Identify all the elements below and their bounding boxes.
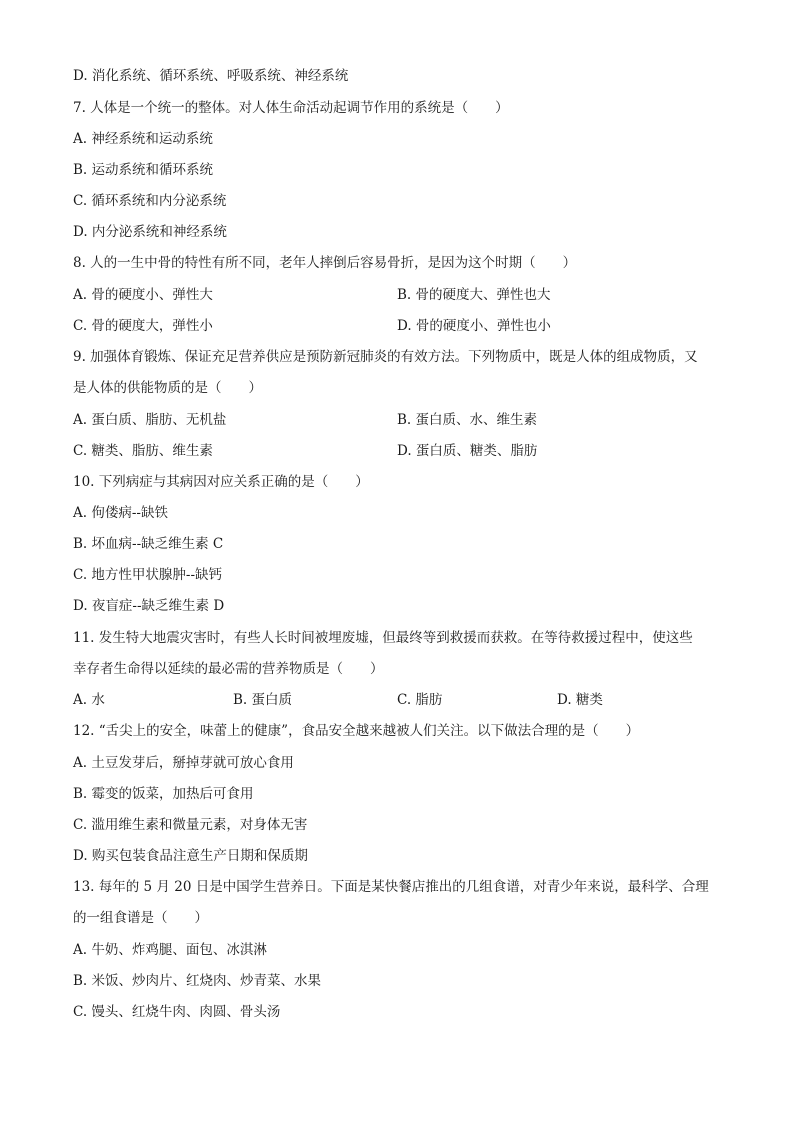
q7-option-c: C. 循环系统和内分泌系统: [73, 193, 227, 209]
q10-option-d: D. 夜盲症--缺乏维生素 D: [73, 598, 225, 614]
q11-option-a: A. 水: [73, 692, 105, 708]
q12-option-c: C. 滥用维生素和微量元素，对身体无害: [73, 817, 308, 833]
q8-option-c: C. 骨的硬度大，弹性小: [73, 318, 213, 334]
q8-option-d: D. 骨的硬度小、弹性也小: [397, 318, 551, 334]
question-7-stem: 7. 人体是一个统一的整体。对人体生命活动起调节作用的系统是（ ）: [73, 100, 509, 116]
q6-option-d: D. 消化系统、循环系统、呼吸系统、神经系统: [73, 68, 349, 84]
question-10-stem: 10. 下列病症与其病因对应关系正确的是（ ）: [73, 474, 369, 490]
q11-option-c: C. 脂肪: [397, 692, 443, 708]
q9-option-b: B. 蛋白质、水、维生素: [397, 412, 538, 428]
q8-option-b: B. 骨的硬度大、弹性也大: [397, 287, 551, 303]
question-9-stem-line1: 9. 加强体育锻炼、保证充足营养供应是预防新冠肺炎的有效方法。下列物质中，既是人体的组成物质，又: [73, 349, 698, 365]
q13-option-a: A. 牛奶、炸鸡腿、面包、冰淇淋: [73, 942, 267, 958]
q9-option-a: A. 蛋白质、脂肪、无机盐: [73, 412, 227, 428]
q8-option-a: A. 骨的硬度小、弹性大: [73, 287, 213, 303]
q10-option-b: B. 坏血病--缺乏维生素 C: [73, 536, 224, 552]
q11-option-d: D. 糖类: [557, 692, 603, 708]
q9-option-c: C. 糖类、脂肪、维生素: [73, 443, 213, 459]
q10-option-a: A. 佝偻病--缺铁: [73, 505, 168, 521]
q10-option-c: C. 地方性甲状腺肿--缺钙: [73, 567, 223, 583]
q11-option-b: B. 蛋白质: [233, 692, 293, 708]
q9-option-d: D. 蛋白质、糖类、脂肪: [397, 443, 538, 459]
question-12-stem: 12. “舌尖上的安全，味蕾上的健康”，食品安全越来越被人们关注。以下做法合理的是（ ）: [73, 723, 640, 739]
question-8-stem: 8. 人的一生中骨的特性有所不同，老年人摔倒后容易骨折，是因为这个时期（ ）: [73, 255, 577, 271]
q12-option-b: B. 霉变的饭菜，加热后可食用: [73, 786, 254, 802]
question-9-stem-line2: 是人体的供能物质的是（ ）: [73, 380, 262, 396]
question-11-stem-line2: 幸存者生命得以延续的最必需的营养物质是（ ）: [73, 661, 384, 677]
q13-option-b: B. 米饭、炒肉片、红烧肉、炒青菜、水果: [73, 973, 322, 989]
q13-option-c: C. 馒头、红烧牛肉、肉圆、骨头汤: [73, 1004, 281, 1020]
question-13-stem-line1: 13. 每年的 5 月 20 日是中国学生营养日。下面是某快餐店推出的几组食谱，对青少年来说，最科学、合理: [73, 879, 709, 895]
q12-option-d: D. 购买包装食品注意生产日期和保质期: [73, 848, 308, 864]
q7-option-b: B. 运动系统和循环系统: [73, 162, 214, 178]
question-11-stem-line1: 11. 发生特大地震灾害时，有些人长时间被埋废墟，但最终等到救援而获救。在等待救援过程中，使这些: [73, 630, 693, 646]
q7-option-a: A. 神经系统和运动系统: [73, 131, 213, 147]
question-13-stem-line2: 的一组食谱是（ ）: [73, 910, 208, 926]
q12-option-a: A. 土豆发芽后，掰掉芽就可放心食用: [73, 755, 294, 771]
q7-option-d: D. 内分泌系统和神经系统: [73, 224, 227, 240]
